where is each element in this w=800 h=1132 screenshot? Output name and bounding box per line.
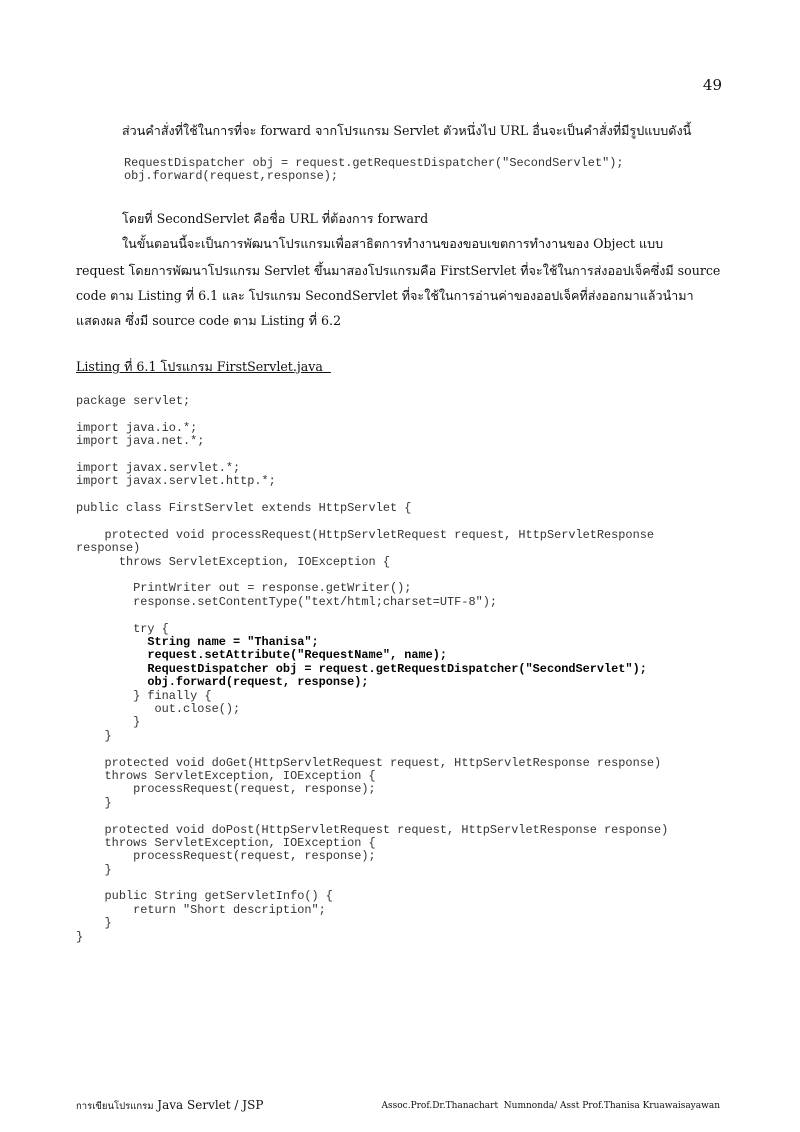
code-line: } (76, 862, 112, 877)
page-number: 49 (702, 76, 722, 94)
code-blank-line (76, 569, 668, 582)
explanation-line: แสดงผล ซึ่งมี source code ตาม Listing ที่ 6.2 (76, 313, 342, 328)
code-blank-line (76, 449, 668, 462)
code-line: } (76, 916, 112, 931)
code-line: import java.net.*; (76, 434, 205, 449)
code-line: processRequest(request, response); (76, 849, 376, 864)
code-blank-line (76, 609, 668, 622)
code-line: protected void doGet(HttpServletRequest request, HttpServletResponse response) (76, 755, 662, 770)
code-line: } (76, 728, 112, 743)
code-line: public String getServletInfo() { (76, 889, 333, 904)
explanation-line: request โดยการพัฒนาโปรแกรม Servlet ขึ้นมาสองโปรแกรมคือ FirstServlet ที่จะใช้ในการส่งออปเจ็คซึ่งมี source (76, 263, 721, 278)
code-line-highlighted: request.setAttribute("RequestName", name); (76, 648, 448, 663)
code-line: try { (76, 621, 169, 636)
intro-paragraph: ส่วนคำสั่งที่ใช้ในการที่จะ forward จากโปรแกรม Servlet ตัวหนึ่งไป URL อื่นจะเป็นคำสั่งที่มีรูปแบบดังนี้ (122, 123, 692, 138)
listing-caption: Listing ที่ 6.1 โปรแกรม FirstServlet.java (76, 359, 331, 374)
explanation-line: code ตาม Listing ที่ 6.1 และ โปรแกรม SecondServlet ที่จะใช้ในการอ่านค่าของออปเจ็คที่ส่งออกมาแล้วนำมา (76, 288, 694, 303)
code-line: public class FirstServlet extends HttpServlet { (76, 501, 412, 516)
code-blank-line (76, 877, 668, 890)
code-line: throws ServletException, IOException { (76, 835, 376, 850)
code-line: throws ServletException, IOException { (76, 768, 376, 783)
footer-book-title (76, 1098, 263, 1114)
listing-code-block (76, 395, 668, 944)
code-blank-line (76, 516, 668, 529)
code-line-highlighted: String name = "Thanisa"; (76, 635, 319, 650)
code-line: import java.io.*; (76, 420, 198, 435)
code-line: } (76, 795, 112, 810)
code-line: import javax.servlet.http.*; (76, 474, 276, 489)
code-blank-line (76, 489, 668, 502)
footer-book-title-english: Java Servlet / JSP (157, 1098, 264, 1112)
code-line: } (76, 715, 141, 730)
explanation-line: ในขั้นตอนนี้จะเป็นการพัฒนาโปรแกรมเพื่อสาธิตการทำงานของขอบเขตการทำงานของ Object แบบ (122, 236, 664, 251)
code-line: } (76, 929, 84, 944)
code-line: } finally { (76, 688, 212, 703)
code-blank-line (76, 408, 668, 421)
code-blank-line (76, 810, 668, 823)
code-line-highlighted: RequestDispatcher obj = request.getRequestDispatcher("SecondServlet"); (76, 661, 647, 676)
code-line: protected void doPost(HttpServletRequest request, HttpServletResponse response) (76, 822, 669, 837)
code-line: out.close(); (76, 701, 241, 716)
code-line: package servlet; (76, 394, 191, 408)
code-line: response.setContentType("text/html;charset=UTF-8"); (76, 594, 497, 609)
footer-authors: Assoc.Prof.Dr.Thanachart Numnonda/ Asst Prof.Thanisa Kruawaisayawan (381, 1101, 720, 1111)
code-line: return "Short description"; (76, 902, 326, 917)
code-line: protected void processRequest(HttpServletRequest request, HttpServletResponse (76, 527, 654, 542)
code-line: PrintWriter out = response.getWriter(); (76, 581, 412, 596)
code-line: import javax.servlet.*; (76, 460, 241, 475)
code-line-highlighted: obj.forward(request, response); (76, 675, 369, 690)
code-line: obj.forward(request,response); (124, 169, 339, 184)
code-line: RequestDispatcher obj = request.getRequestDispatcher("SecondServlet"); (124, 156, 624, 170)
forward-code-snippet (124, 157, 624, 184)
code-blank-line (76, 743, 668, 756)
code-line: response) (76, 541, 141, 556)
code-line: throws ServletException, IOException { (76, 554, 390, 569)
footer-book-title-thai: การเขียนโปรแกรม (76, 1101, 154, 1112)
explanation-line: โดยที่ SecondServlet คือชื่อ URL ที่ต้องการ forward (122, 211, 429, 226)
code-line: processRequest(request, response); (76, 782, 376, 797)
